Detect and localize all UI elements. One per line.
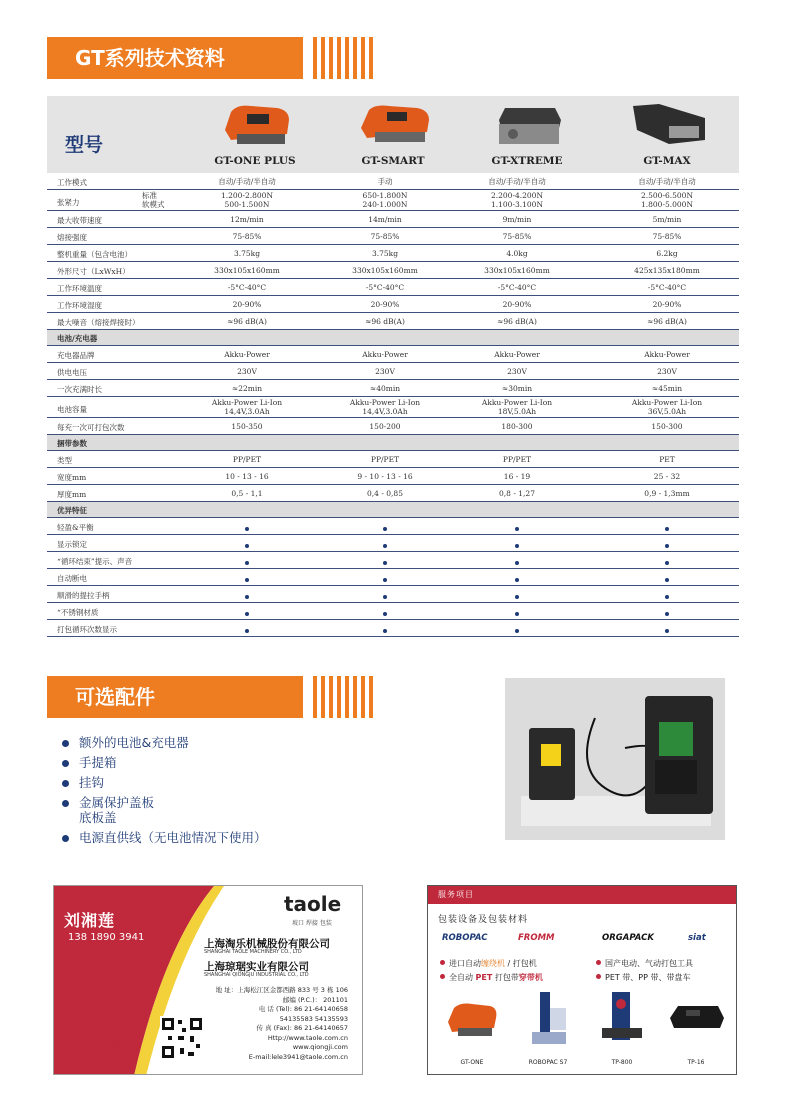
contact-info-line: www.qiongji.com — [292, 1043, 348, 1051]
feature-dot — [447, 592, 587, 601]
spec-row-label: 熔接强度 — [57, 233, 87, 242]
spec-row-label: 顺滑的提拉手柄 — [57, 591, 110, 600]
spec-cell: 3.75kg — [233, 249, 261, 258]
company-name-1: 上海淘乐机械股份有限公司 — [204, 938, 330, 950]
accessory-section-title: 可选配件 — [47, 676, 303, 718]
spec-cell: 650-1.800N 240-1.000N — [362, 191, 408, 209]
spec-row-label: 每充一次可打包次数 — [57, 423, 125, 432]
spec-row — [47, 363, 739, 380]
feature-dot — [315, 609, 455, 618]
spec-row — [47, 397, 739, 418]
battery-charger-photo — [505, 678, 725, 840]
spec-cell: 150-200 — [369, 422, 401, 431]
feature-check-dot-icon — [383, 561, 387, 565]
feature-dot — [315, 592, 455, 601]
service-item-text: 进口自动 — [449, 959, 481, 968]
product-name: GT-XTREME — [491, 155, 563, 167]
spec-cell: -5°C-40°C — [365, 283, 405, 292]
contact-info-line: 地 址：上海松江区金都西路 833 号 3 栋 106 — [215, 986, 348, 994]
spec-cell: 自动/手动/半自动 — [218, 177, 276, 186]
spec-cell: 16 - 19 — [503, 472, 531, 481]
accessory-section-banner — [47, 676, 387, 718]
spec-row — [47, 346, 739, 363]
accessory-item: 手提箱 — [62, 755, 267, 770]
service-products — [442, 988, 732, 1068]
service-product — [518, 988, 578, 1068]
spec-cell: 25 - 32 — [653, 472, 681, 481]
spec-cell: Akku-Power Li-Ion 14,4V,3.0Ah — [349, 398, 421, 416]
spec-section-label: 电池/充电器 — [57, 334, 98, 343]
services-list-right — [596, 958, 693, 986]
spec-section-row — [47, 435, 739, 451]
spec-row-label: 外形尺寸（LxWxH） — [57, 267, 130, 276]
feature-check-dot-icon — [515, 544, 519, 548]
spec-row — [47, 313, 739, 330]
accessory-item: 金属保护盖板 底板盖 — [62, 795, 267, 825]
qr-code-icon — [160, 1016, 204, 1060]
spec-cell: 330x105x160mm — [484, 266, 550, 275]
spec-cell: PP/PET — [502, 455, 532, 464]
contact-info-line: 邮编 (P.C.)： 201101 — [282, 995, 348, 1004]
service-item-text: 缠绕机 — [481, 959, 505, 968]
spec-cell: 4.0kg — [506, 249, 528, 258]
spec-row-sublabel-line: 软模式 — [142, 200, 165, 209]
spec-row-label: 整机重量（包含电池） — [57, 250, 132, 259]
brand-tagline: 坡口 焊接 包装 — [292, 920, 332, 927]
feature-check-dot-icon — [665, 544, 669, 548]
service-item-text: / 打包机 — [505, 959, 537, 968]
service-item — [440, 958, 543, 969]
spec-row-label: “循环结束”提示、声音 — [57, 557, 133, 566]
spec-cell: 5m/min — [652, 215, 682, 224]
spec-row — [47, 468, 739, 485]
spec-row-label: 充电器品牌 — [57, 351, 95, 360]
spec-cell: 150-350 — [231, 422, 263, 431]
spec-cell: 75-85% — [370, 232, 400, 241]
spec-row — [47, 245, 739, 262]
spec-section-label: 优异特征 — [57, 506, 87, 515]
spec-cell: 20-90% — [502, 300, 532, 309]
spec-cell: 6.2kg — [656, 249, 678, 258]
spec-row — [47, 485, 739, 502]
feature-check-dot-icon — [665, 612, 669, 616]
product-name: GT-MAX — [643, 155, 691, 167]
services-list-left — [440, 958, 543, 986]
feature-check-dot-icon — [383, 527, 387, 531]
spec-cell: 425x135x180mm — [634, 266, 700, 275]
spec-cell: 75-85% — [232, 232, 262, 241]
service-item-text: 穿带机 — [518, 973, 543, 982]
spec-cell: 20-90% — [370, 300, 400, 309]
service-product-caption: ROBOPAC S7 — [528, 1059, 568, 1066]
spec-cell: 20-90% — [652, 300, 682, 309]
brand-fromm: FROMM — [518, 933, 555, 943]
feature-dot — [315, 575, 455, 584]
spec-row-label: 显示锁定 — [57, 540, 87, 549]
spec-row-label: 打包循环次数显示 — [57, 625, 117, 634]
service-product — [592, 988, 652, 1068]
feature-dot — [597, 592, 737, 601]
spec-cell: ≈30min — [501, 384, 533, 393]
spec-row — [47, 586, 739, 603]
feature-check-dot-icon — [245, 595, 249, 599]
spec-row-label: 最大噪音（熔接焊接时） — [57, 318, 140, 327]
spec-cell: Akku-Power Li-Ion 14,4V,3.0Ah — [211, 398, 283, 416]
feature-check-dot-icon — [515, 612, 519, 616]
spec-row-label: 宽度mm — [57, 473, 87, 482]
feature-check-dot-icon — [665, 561, 669, 565]
feature-check-dot-icon — [245, 561, 249, 565]
spec-row — [47, 262, 739, 279]
spec-row-label: 工作模式 — [57, 178, 87, 187]
spec-row-sublabel — [142, 191, 165, 209]
business-card — [53, 885, 363, 1075]
spec-table-header — [47, 96, 739, 173]
product-name: GT-ONE PLUS — [214, 155, 296, 167]
service-item: PET 带、PP 带、带盘车 — [596, 972, 693, 983]
spec-row — [47, 211, 739, 228]
spec-row — [47, 620, 739, 637]
feature-check-dot-icon — [383, 612, 387, 616]
spec-cell: 9 - 10 - 13 - 16 — [357, 472, 413, 481]
service-item-text: 打包带 — [492, 973, 519, 982]
feature-check-dot-icon — [665, 595, 669, 599]
banner-stripes — [313, 676, 373, 718]
company-name-1-en: SHANGHAI TAOLE MACHINERY CO., LTD — [204, 949, 302, 955]
spec-cell: 12m/min — [230, 215, 264, 224]
spec-row — [47, 569, 739, 586]
service-item-text: PET — [475, 973, 493, 982]
services-header: 服务项目 — [428, 886, 736, 904]
spec-cell: Akku-Power Li-Ion 36V,5.0Ah — [631, 398, 703, 416]
spec-cell: 自动/手动/半自动 — [638, 177, 696, 186]
company-name-2: 上海琼琚实业有限公司 — [204, 961, 309, 973]
spec-cell: 330x105x160mm — [352, 266, 418, 275]
accessory-item: 电源直供线（无电池情况下使用） — [62, 830, 267, 845]
spec-row-label: 轻盈&平衡 — [57, 523, 94, 532]
spec-row — [47, 279, 739, 296]
spec-row-label: 最大收带速度 — [57, 216, 102, 225]
feature-check-dot-icon — [245, 629, 249, 633]
spec-cell: 180-300 — [501, 422, 533, 431]
feature-dot — [597, 575, 737, 584]
spec-cell: Akku-Power — [224, 350, 270, 359]
banner-stripes — [313, 37, 373, 79]
feature-dot — [315, 626, 455, 635]
feature-dot — [447, 626, 587, 635]
feature-dot — [597, 609, 737, 618]
spec-row — [47, 380, 739, 397]
spec-section-row — [47, 502, 739, 518]
spec-section-label: 捆带参数 — [57, 439, 87, 448]
feature-dot — [447, 524, 587, 533]
feature-check-dot-icon — [515, 527, 519, 531]
contact-info-line: 54135583 54135593 — [279, 1014, 348, 1023]
product-gt-max — [607, 98, 727, 173]
spec-cell: ≈96 dB(A) — [647, 317, 687, 326]
feature-check-dot-icon — [383, 595, 387, 599]
partner-brands — [442, 933, 732, 947]
feature-dot — [597, 558, 737, 567]
spec-row-label: 供电电压 — [57, 368, 87, 377]
company-name-2-en: SHANGHAI QIONGJU INDUSTRIAL CO., LTD — [204, 972, 309, 978]
service-product — [442, 988, 502, 1068]
feature-check-dot-icon — [665, 527, 669, 531]
spec-cell: PET — [659, 455, 675, 464]
spec-row-label: 工作环境湿度 — [57, 301, 102, 310]
spec-cell: 230V — [657, 367, 677, 376]
feature-check-dot-icon — [515, 595, 519, 599]
service-product-caption: TP-800 — [611, 1059, 633, 1066]
spec-cell: 0,5 - 1,1 — [231, 489, 263, 498]
feature-dot — [177, 609, 317, 618]
spec-rows — [47, 173, 739, 637]
spec-cell: ≈40min — [369, 384, 401, 393]
spec-cell: -5°C-40°C — [227, 283, 267, 292]
contact-phone: 138 1890 3941 — [68, 932, 145, 943]
spec-cell: 330x105x160mm — [214, 266, 280, 275]
feature-dot — [597, 626, 737, 635]
feature-dot — [597, 541, 737, 550]
product-name: GT-SMART — [361, 155, 425, 167]
feature-dot — [315, 524, 455, 533]
spec-cell: 75-85% — [652, 232, 682, 241]
feature-check-dot-icon — [383, 629, 387, 633]
spec-cell: -5°C-40°C — [497, 283, 537, 292]
feature-dot — [177, 575, 317, 584]
spec-cell: 75-85% — [502, 232, 532, 241]
spec-cell: ≈96 dB(A) — [227, 317, 267, 326]
feature-check-dot-icon — [245, 612, 249, 616]
accessory-list — [62, 735, 267, 850]
spec-row-sublabel-line: 标准 — [142, 191, 157, 200]
spec-cell: 230V — [507, 367, 527, 376]
spec-row — [47, 228, 739, 245]
strapping-tool-black-image — [629, 100, 709, 154]
brand-watermark-logo: taole — [53, 990, 122, 1043]
spec-row — [47, 296, 739, 313]
spec-row-label: 一次充满时长 — [57, 385, 102, 394]
spec-row-label: 电池容量 — [57, 405, 87, 414]
brand-orgapack: ORGAPACK — [602, 933, 654, 943]
spec-cell: 手动 — [377, 177, 393, 186]
strapping-tool-black-image — [489, 100, 569, 150]
spec-cell: 3.75kg — [371, 249, 399, 258]
feature-dot — [315, 558, 455, 567]
strapping-tool-orange-image — [217, 100, 297, 150]
product-gt-smart — [333, 98, 453, 173]
feature-check-dot-icon — [245, 527, 249, 531]
spec-cell: 150-300 — [651, 422, 683, 431]
feature-dot — [177, 626, 317, 635]
spec-row-label: “不锈钢材质 — [57, 608, 99, 617]
spec-cell: ≈45min — [651, 384, 683, 393]
service-product — [666, 988, 726, 1068]
spec-cell: 2.500-6.500N 1.800-5.000N — [640, 191, 694, 209]
spec-cell: 自动/手动/半自动 — [488, 177, 546, 186]
spec-row-label: 类型 — [57, 456, 72, 465]
feature-dot — [447, 558, 587, 567]
feature-check-dot-icon — [515, 578, 519, 582]
spec-cell: 1.200-2.800N 500-1.500N — [220, 191, 274, 209]
feature-check-dot-icon — [665, 629, 669, 633]
spec-row-label: 厚度mm — [57, 490, 87, 499]
brand-siat: siat — [688, 933, 706, 943]
spec-cell: Akku-Power — [362, 350, 408, 359]
spec-row — [47, 518, 739, 535]
contact-info-line: Http://www.taole.com.cn — [267, 1033, 348, 1042]
spec-cell: ≈22min — [231, 384, 263, 393]
spec-cell: 14m/min — [368, 215, 402, 224]
spec-row — [47, 190, 739, 211]
service-item — [440, 972, 543, 983]
spec-row — [47, 173, 739, 190]
contact-info-line: E-mail:lele3941@taole.com.cn — [248, 1052, 348, 1061]
spec-cell: 0,9 - 1,3mm — [644, 489, 690, 498]
spec-row — [47, 451, 739, 468]
spec-cell: 10 - 13 - 16 — [225, 472, 269, 481]
feature-dot — [447, 541, 587, 550]
service-product-caption: GT-ONE — [460, 1059, 484, 1066]
feature-dot — [177, 592, 317, 601]
spec-cell: 9m/min — [502, 215, 532, 224]
accessory-item: 挂钩 — [62, 775, 267, 790]
spec-cell: ≈96 dB(A) — [365, 317, 405, 326]
spec-row-label: 张紧力 — [57, 198, 80, 207]
feature-dot — [447, 609, 587, 618]
spec-section-title: GT系列技术资料 — [47, 37, 303, 79]
spec-cell: 0,4 - 0,85 — [367, 489, 403, 498]
spec-cell: 0,8 - 1,27 — [499, 489, 535, 498]
services-subtitle: 包装设备及包装材料 — [438, 915, 529, 925]
feature-dot — [177, 541, 317, 550]
spec-cell: Akku-Power — [494, 350, 540, 359]
service-product-caption: TP-16 — [687, 1059, 705, 1066]
spec-cell: ≈96 dB(A) — [497, 317, 537, 326]
feature-check-dot-icon — [383, 544, 387, 548]
spec-cell: 230V — [237, 367, 257, 376]
accessory-item: 额外的电池&充电器 — [62, 735, 267, 750]
spec-row-label: 自动断电 — [57, 574, 87, 583]
spec-row — [47, 603, 739, 620]
spec-row — [47, 418, 739, 435]
spec-cell: -5°C-40°C — [647, 283, 687, 292]
contact-info-line: 电 话 (Tel): 86 21-64140658 — [258, 1005, 348, 1013]
model-label: 型号 — [65, 134, 104, 156]
feature-check-dot-icon — [515, 629, 519, 633]
spec-cell: Akku-Power Li-Ion 18V,5.0Ah — [481, 398, 553, 416]
spec-cell: 2.200-4.200N 1.100-3.100N — [490, 191, 544, 209]
product-gt-one-plus — [195, 98, 315, 173]
feature-check-dot-icon — [245, 544, 249, 548]
product-gt-xtreme — [467, 98, 587, 173]
contact-info — [216, 986, 348, 1062]
spec-table — [47, 96, 739, 637]
spec-cell: 20-90% — [232, 300, 262, 309]
spec-cell: PP/PET — [370, 455, 400, 464]
spec-cell: Akku-Power — [644, 350, 690, 359]
service-item-text: 全自动 — [449, 973, 476, 982]
spec-row-label: 工作环境温度 — [57, 284, 102, 293]
contact-info-line: 传 真 (Fax): 86 21-64140657 — [256, 1024, 348, 1032]
services-panel — [427, 885, 737, 1075]
feature-dot — [315, 541, 455, 550]
spec-cell: 230V — [375, 367, 395, 376]
service-item: 国产电动、气动打包工具 — [596, 958, 693, 969]
strapping-tool-orange-image — [355, 100, 435, 150]
brand-robopac: ROBOPAC — [442, 933, 488, 943]
feature-dot — [597, 524, 737, 533]
feature-dot — [177, 524, 317, 533]
spec-row — [47, 535, 739, 552]
spec-cell: PP/PET — [232, 455, 262, 464]
brand-watermark-tagline: 坡口 焊接 — [91, 1040, 123, 1062]
spec-section-banner — [47, 37, 387, 79]
feature-dot — [447, 575, 587, 584]
brand-logo: taole — [284, 892, 342, 916]
contact-name: 刘湘莲 — [64, 911, 116, 930]
spec-section-row — [47, 330, 739, 346]
feature-check-dot-icon — [245, 578, 249, 582]
feature-check-dot-icon — [665, 578, 669, 582]
feature-dot — [177, 558, 317, 567]
feature-check-dot-icon — [515, 561, 519, 565]
feature-check-dot-icon — [383, 578, 387, 582]
spec-row — [47, 552, 739, 569]
